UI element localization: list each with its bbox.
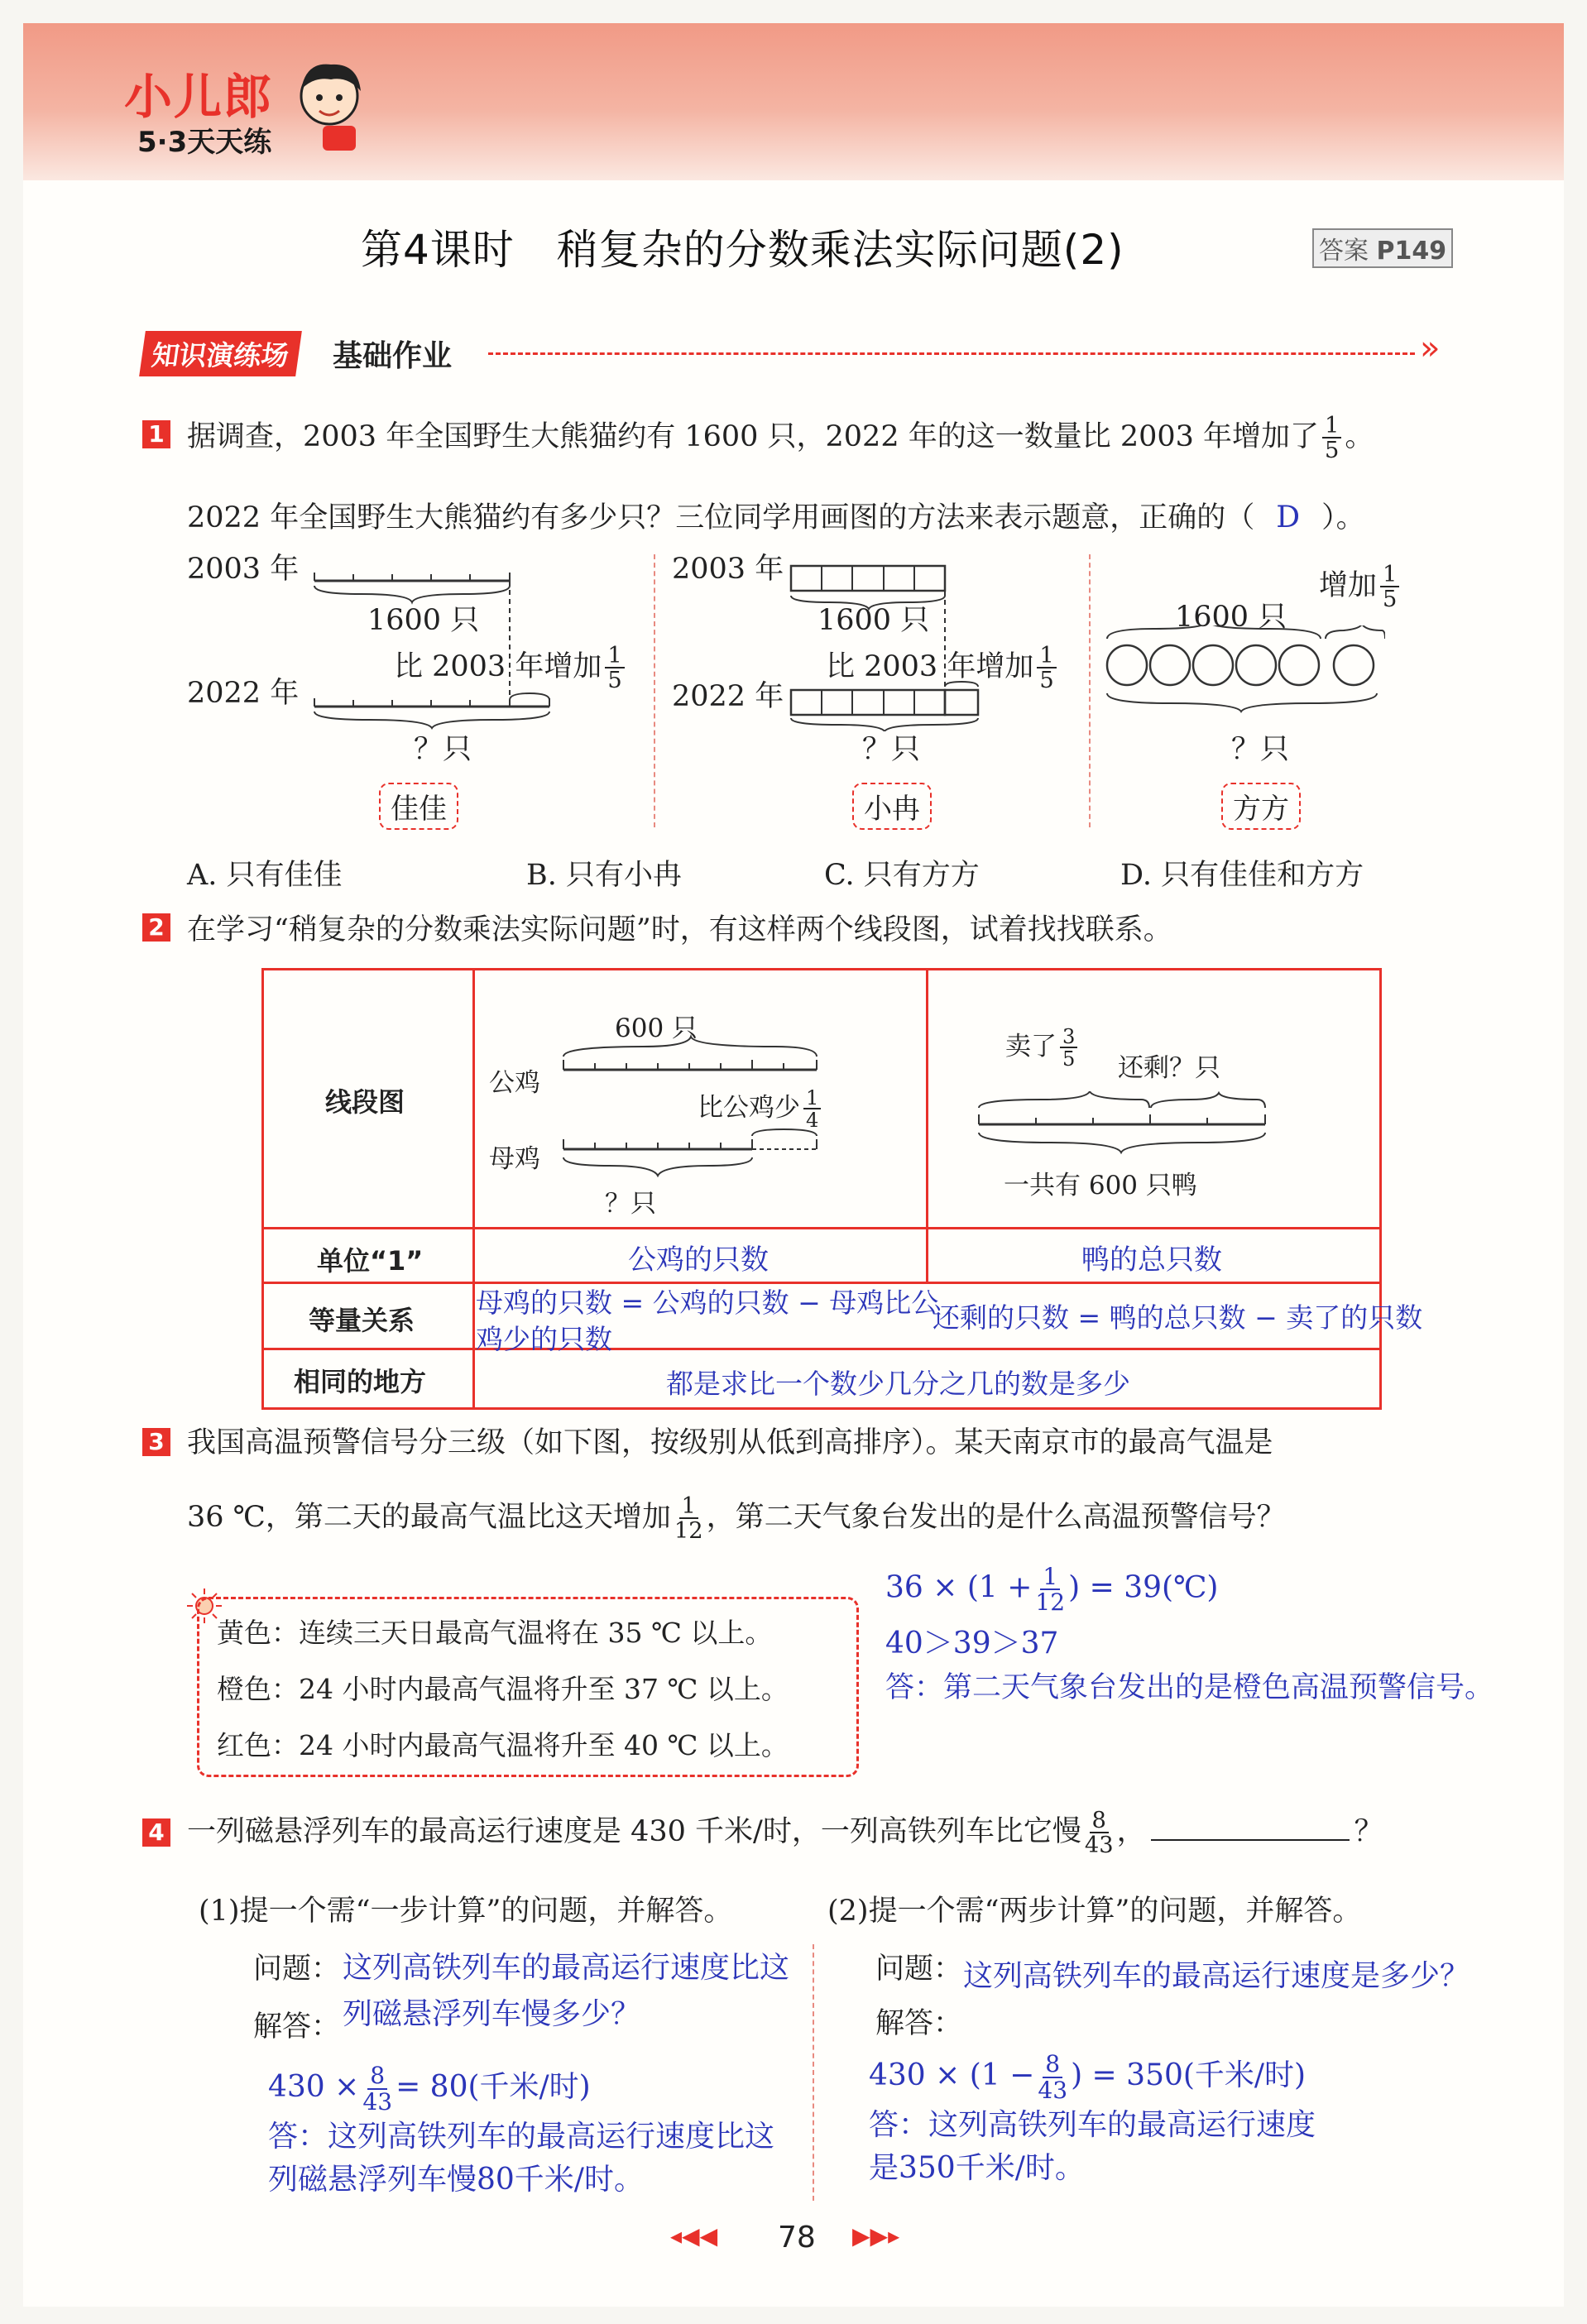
q3-compare: 40＞39＞37	[885, 1627, 1059, 1660]
q4-part1-prompt: (1)提一个需“一步计算”的问题，并解答。	[199, 1895, 733, 1928]
brand-series: 5·3天天练	[137, 126, 272, 159]
double-chevron-icon: »	[1420, 329, 1441, 367]
diagram1: 2003 年 1600 只 比 2003 年增加 $\frac{1}{5}$ 2022 年 ？只 佳佳	[187, 546, 650, 844]
student-name: 佳佳	[379, 783, 458, 830]
answer-reference: 答案 P149	[1312, 228, 1453, 268]
warning-orange: 橙色：24 小时内最高气温将升至 37 ℃ 以上。	[217, 1673, 789, 1705]
option-c: C. 只有方方	[824, 859, 980, 892]
question-number: 2	[142, 913, 170, 942]
common-point: 都是求比一个数少几分之几的数是多少	[666, 1368, 1130, 1400]
q1-line2: 2022 年全国野生大熊猫约有多少只？三位同学用画图的方法来表示题意，正确的（ D ）。	[187, 501, 1365, 534]
next-arrows-icon: ▶▶▸	[852, 2222, 900, 2250]
q1-answer: D	[1276, 501, 1301, 534]
mascot-icon	[290, 56, 372, 156]
diagram3: 1600 只 增加 $\frac{1}{5}$ ？只 方方	[1100, 546, 1415, 844]
q4-part2-prompt: (2)提一个需“两步计算”的问题，并解答。	[827, 1895, 1362, 1928]
unit-right: 鸭的总只数	[1081, 1243, 1222, 1277]
q4-text: 一列磁悬浮列车的最高运行速度是 430 千米/时，一列高铁列车比它慢 $\frac{8}{43}$ ， ？	[187, 1807, 1383, 1858]
comparison-table: 线段图 单位“1” 等量关系 相同的地方 600 只 公鸡 母鸡 比公鸡少 $\frac{1}{4}$ ？只 卖了 $\frac{3}{5}$ 还剩？只 一共有 600 只鸭 公鸡的只数 鸭的总只数 母鸡的只数 = 公鸡的只数 − 母鸡比公鸡少的只数 还剩的只数 = 鸭的总只数 − 卖了的只数 都是求比一个数少几分之几的数是多少	[261, 968, 1382, 1410]
section-title: 基础作业	[333, 339, 453, 373]
student-name: 小冉	[852, 783, 932, 830]
option-d: D. 只有佳佳和方方	[1120, 859, 1364, 892]
q4-part1-answer: 答：这列高铁列车的最高运行速度比这	[268, 2120, 775, 2154]
lesson-title: 第4课时 稍复杂的分数乘法实际问题(2)	[361, 226, 1124, 274]
q4-part2-answer-cont: 是350千米/时。	[869, 2151, 1085, 2185]
diagram2: 2003 年 1600 只 比 2003 年增加 $\frac{1}{5}$ 2022 年 ？只 小冉	[672, 546, 1086, 844]
q4-part2-answer: 答：这列高铁列车的最高运行速度	[869, 2108, 1316, 2142]
warning-yellow: 黄色：连续三天日最高气温将在 35 ℃ 以上。	[217, 1617, 773, 1649]
question-number: 4	[142, 1818, 170, 1847]
q4-part1-question: 这列高铁列车的最高运行速度比这	[343, 1951, 790, 1985]
relation-left: 母鸡的只数 = 公鸡的只数 − 母鸡比公鸡少的只数	[476, 1287, 939, 1355]
question-number: 1	[142, 420, 170, 448]
brand-logo: 小儿郎	[124, 69, 274, 125]
q3-answer: 答：第二天气象台发出的是橙色高温预警信号。	[885, 1671, 1494, 1704]
q2-text: 在学习“稍复杂的分数乘法实际问题”时，有这样两个线段图，试着找找联系。	[187, 913, 1172, 946]
q3-line2: 36 ℃，第二天的最高气温比这天增加 $\frac{1}{12}$ ，第二天气象台发出的是什么高温预警信号？	[187, 1493, 1286, 1544]
q4-part1-question-cont: 列磁悬浮列车慢多少？	[343, 1997, 641, 2031]
section-badge: 知识演练场	[139, 331, 302, 376]
option-a: A. 只有佳佳	[187, 859, 343, 892]
relation-right: 还剩的只数 = 鸭的总只数 − 卖了的只数	[933, 1301, 1423, 1334]
warning-red: 红色：24 小时内最高气温将升至 40 ℃ 以上。	[217, 1729, 789, 1761]
q1-line1: 据调查，2003 年全国野生大熊猫约有 1600 只，2022 年的这一数量比 2003 年增加了 $\frac{1}{5}$ 。	[187, 412, 1374, 463]
question-number: 3	[142, 1428, 170, 1456]
q4-part2-calc: 430 × (1 − $\frac{8}{43}$ ) = 350(千米/时)	[869, 2050, 1307, 2104]
q3-calc: 36 × (1 + $\frac{1}{12}$ ) = 39(℃)	[885, 1563, 1219, 1617]
q3-line1: 我国高温预警信号分三级（如下图，按级别从低到高排序）。某天南京市的最高气温是	[187, 1426, 1273, 1459]
section-divider	[488, 352, 1415, 355]
option-b: B. 只有小冉	[526, 859, 682, 892]
q4-part1-calc: 430 × $\frac{8}{43}$ = 80(千米/时)	[268, 2062, 591, 2116]
q4-part2-question: 这列高铁列车的最高运行速度是多少？	[963, 1959, 1470, 1993]
q4-part1-answer-cont: 列磁悬浮列车慢80千米/时。	[268, 2163, 644, 2197]
prev-arrows-icon: ◂◀◀	[670, 2222, 718, 2250]
fraction: $\frac{1}{5}$	[1322, 414, 1341, 462]
unit-left: 公鸡的只数	[628, 1243, 769, 1277]
student-name: 方方	[1221, 783, 1301, 830]
page-number: 78	[778, 2221, 816, 2255]
